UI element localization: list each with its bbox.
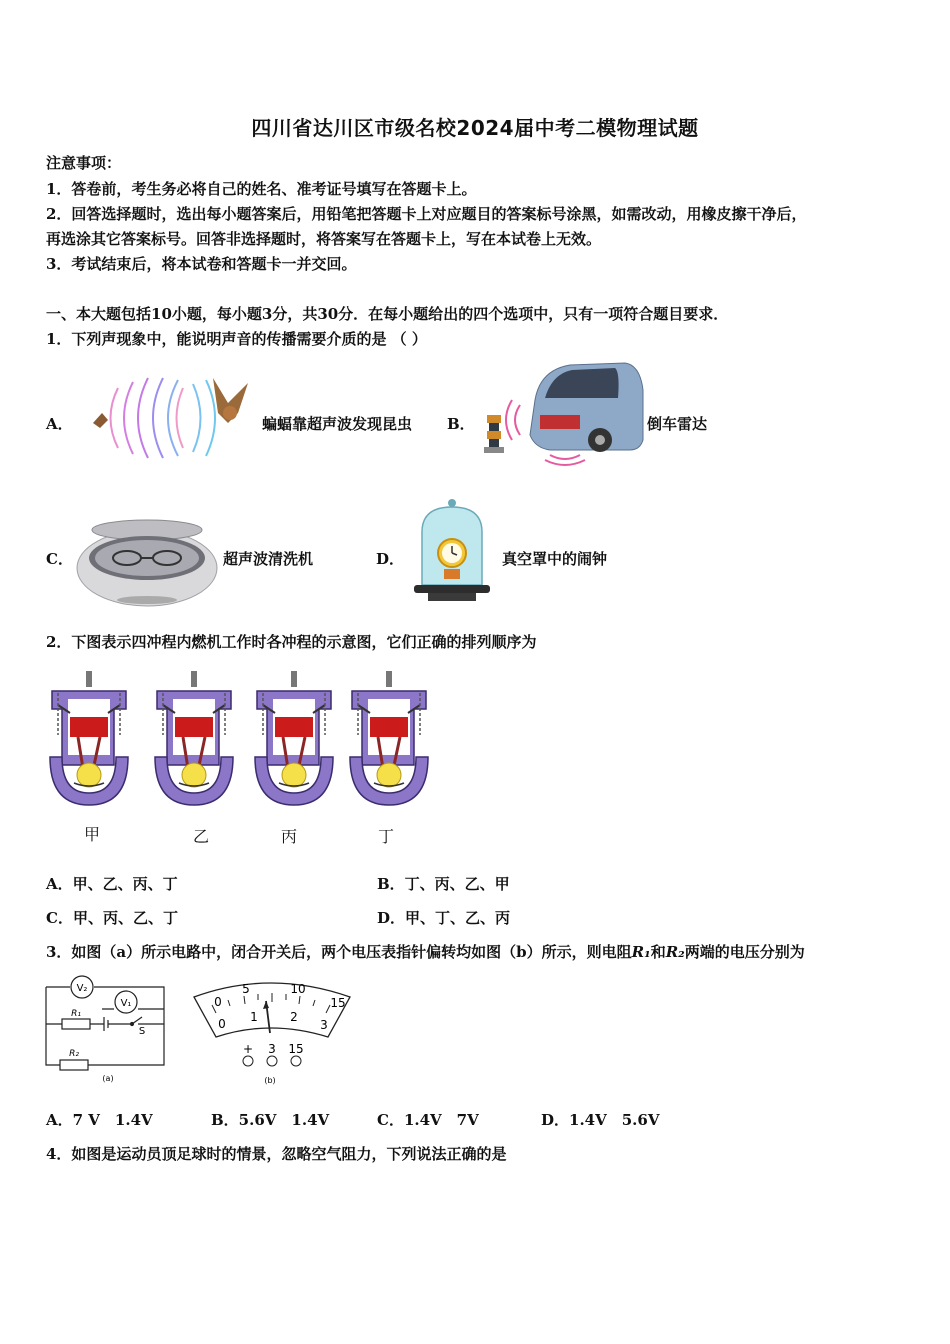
engine-label-yi: 乙 xyxy=(193,827,210,846)
notice-item-1: 1．答卷前，考生务必将自己的姓名、准考证号填写在答题卡上。 xyxy=(46,180,477,198)
circuit-v1-label: V₁ xyxy=(120,998,132,1009)
section-heading: 一、本大题包括10小题，每小题3分，共30分．在每小题给出的四个选项中，只有一项符合题目要求． xyxy=(46,305,729,323)
meter-upper-0: 0 xyxy=(214,995,222,1009)
meter-terminal-plus: + xyxy=(242,1042,254,1056)
meter-lower-2: 2 xyxy=(290,1010,298,1024)
meter-upper-5: 5 xyxy=(242,982,250,996)
q1-option-a-text: 蝙蝠靠超声波发现昆虫 xyxy=(262,415,413,433)
q3-stem-part-a: 3．如图（a）所示电路中，闭合开关后，两个电压表指针偏转均如图（b）所示，则电阻 xyxy=(46,943,632,961)
q1-option-b-label: B． xyxy=(447,415,475,433)
notice-item-2b: 再选涂其它答案标号。回答非选择题时，将答案写在答题卡上，写在本试卷上无效。 xyxy=(46,230,602,248)
q3-stem xyxy=(46,941,805,962)
q2-stem: 2．下图表示四冲程内燃机工作时各冲程的示意图，它们正确的排列顺序为 xyxy=(46,633,537,651)
circuit-diagram-a xyxy=(42,975,172,1087)
q1-option-c-label: C． xyxy=(46,550,73,568)
four-stroke-engine-diagram xyxy=(44,665,444,815)
notice-item-3: 3．考试结束后，将本试卷和答题卡一并交回。 xyxy=(46,255,357,273)
circuit-r2-label: R₂ xyxy=(69,1049,79,1059)
q1-option-d-text: 真空罩中的闹钟 xyxy=(502,550,608,568)
q3-option-b: B．5.6V 1.4V xyxy=(211,1111,330,1129)
meter-upper-15: 15 xyxy=(330,996,346,1010)
meter-lower-1: 1 xyxy=(250,1010,258,1024)
q3-option-a: A．7 V 1.4V xyxy=(46,1111,153,1129)
q1-option-a-label: A． xyxy=(46,415,73,433)
meter-lower-3: 3 xyxy=(320,1018,328,1032)
meter-lower-0: 0 xyxy=(218,1017,226,1031)
engine-label-ding: 丁 xyxy=(378,827,395,846)
meter-upper-10: 10 xyxy=(290,982,306,996)
q2-option-d: D．甲、丁、乙、丙 xyxy=(377,909,511,927)
ultrasonic-cleaner-image xyxy=(75,510,220,608)
q3-r2: R₂ xyxy=(665,943,685,961)
q1-stem: 1．下列声现象中，能说明声音的传播需要介质的是 （ ） xyxy=(46,330,427,348)
meter-caption: (b) xyxy=(264,1076,276,1085)
notice-item-2a: 2．回答选择题时，选出每小题答案后，用铅笔把答题卡上对应题目的答案标号涂黑，如需改动，用橡皮擦干净后， xyxy=(46,205,807,223)
q1-option-c-text: 超声波清洗机 xyxy=(223,550,314,568)
bat-ultrasound-image xyxy=(88,368,258,468)
q3-option-c: C．1.4V 7V xyxy=(377,1111,479,1129)
vacuum-bell-jar-clock-image xyxy=(410,497,495,605)
q2-option-b: B．丁、丙、乙、甲 xyxy=(377,875,510,893)
engine-label-bing: 丙 xyxy=(281,827,298,846)
q1-option-b-text: 倒车雷达 xyxy=(647,415,708,433)
circuit-v2-label: V₂ xyxy=(76,983,88,994)
q1-option-d-label: D． xyxy=(376,550,405,568)
q3-and: 和 xyxy=(650,943,666,961)
q2-option-c: C．甲、丙、乙、丁 xyxy=(46,909,178,927)
q3-r1: R₁ xyxy=(631,943,651,961)
meter-terminal-3: 3 xyxy=(268,1042,276,1056)
q3-option-d: D．1.4V 5.6V xyxy=(541,1111,660,1129)
notice-heading: 注意事项： xyxy=(46,154,122,172)
q4-stem: 4．如图是运动员顶足球时的情景，忽略空气阻力，下列说法正确的是 xyxy=(46,1145,507,1163)
q3-stem-part-b: 两端的电压分别为 xyxy=(684,943,805,961)
circuit-caption: (a) xyxy=(102,1074,114,1083)
meter-terminal-15: 15 xyxy=(288,1042,304,1056)
circuit-switch-label: S xyxy=(138,1026,146,1037)
voltmeter-dial-b xyxy=(188,975,358,1090)
reversing-radar-car-image xyxy=(480,360,645,470)
q2-option-a: A．甲、乙、丙、丁 xyxy=(46,875,178,893)
engine-label-jia: 甲 xyxy=(84,825,101,844)
circuit-r1-label: R₁ xyxy=(71,1009,81,1019)
page-title: 四川省达川区市级名校2024届中考二模物理试题 xyxy=(251,116,699,140)
